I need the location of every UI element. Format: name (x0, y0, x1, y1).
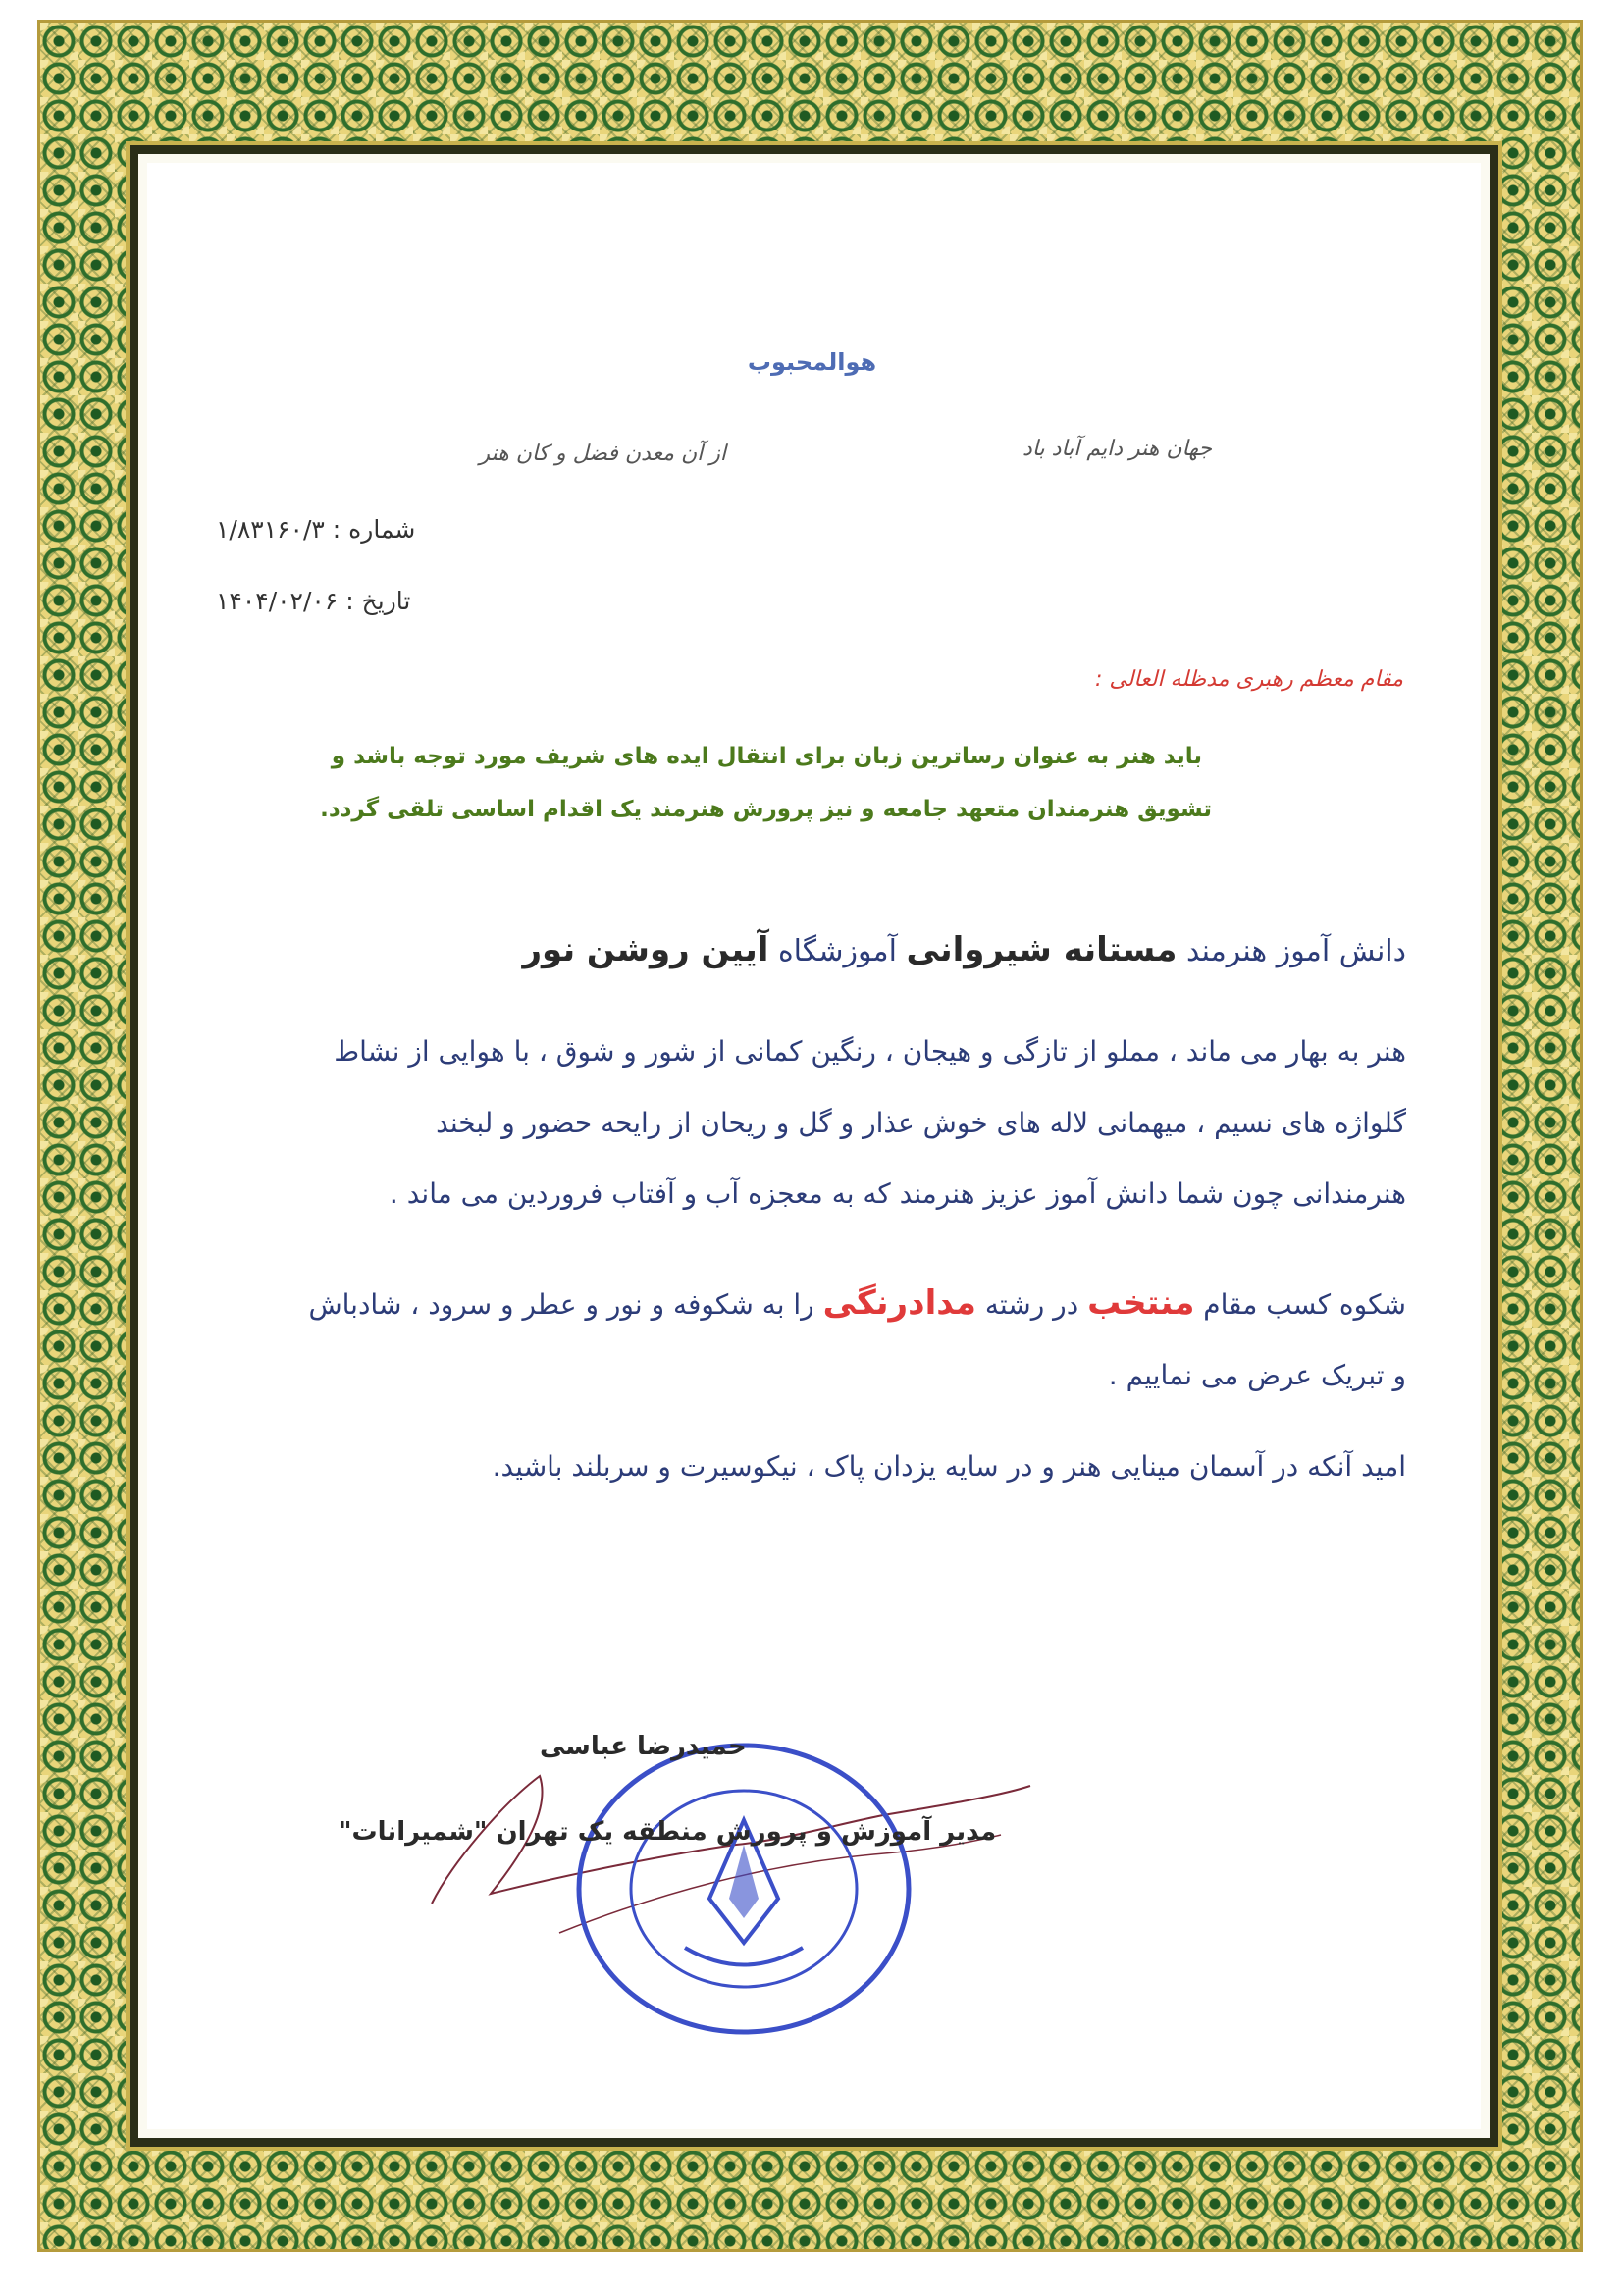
achievement-line-2: و تبریک عرض می نماییم . (1108, 1359, 1406, 1391)
number-label: شماره : (332, 515, 416, 544)
achievement-suffix: را به شکوفه و نور و عطر و سرود ، شادباش (308, 1288, 814, 1321)
poem-right: جهان هنر دایم آباد باد (1022, 437, 1212, 461)
school-prefix: آموزشگاه (777, 934, 897, 968)
achievement-field-prefix: در رشته (984, 1288, 1079, 1321)
school-name: آیین روشن نور (522, 930, 769, 969)
achievement-field: مدادرنگی (822, 1283, 976, 1323)
date-row (216, 587, 410, 615)
date-label: تاریخ : (345, 587, 411, 615)
number-row (216, 515, 415, 544)
number-value: ۱/۸۳۱۶۰/۳ (216, 515, 325, 544)
signatory-name: حمیدرضا عباسی (540, 1732, 747, 1761)
poem-left: از آن معدن فضل و کان هنر (479, 442, 726, 466)
recipient-prefix: دانش آموز هنرمند (1185, 934, 1406, 968)
closing-line: امید آنکه در آسمان مینایی هنر و در سایه یزدان پاک ، نیکوسیرت و سربلند باشید. (492, 1450, 1406, 1483)
recipient-line (522, 930, 1406, 969)
signatory-title: مدیر آموزش و پرورش منطقه یک تهران "شمیرانات" (339, 1817, 997, 1847)
body-line-2: گلواژه های نسیم ، میهمانی لاله های خوش عذار و گل و ریحان از رایحه حضور و لبخند (436, 1107, 1406, 1139)
achievement-rank: منتخب (1087, 1283, 1195, 1323)
quote-line-2: تشویق هنرمندان متعهد جامعه و نیز پرورش هنرمند یک اقدام اساسی تلقی گردد. (320, 797, 1212, 822)
quote-line-1: باید هنر به عنوان رساترین زبان برای انتقال ایده های شریف مورد توجه باشد و (331, 744, 1202, 769)
body-line-3: هنرمندانی چون شما دانش آموز عزیز هنرمند که به معجزه آب و آفتاب فروردین می ماند . (389, 1177, 1406, 1210)
body-line-1: هنر به بهار می ماند ، مملو از تازگی و هیجان ، رنگین کمانی از شور و شوق ، با هوایی از نشاط (334, 1035, 1406, 1068)
invocation-heading: هوالمحبوب (747, 348, 877, 376)
recipient-name: مستانه شیروانی (906, 930, 1178, 969)
date-value: ۱۴۰۴/۰۲/۰۶ (216, 587, 339, 615)
official-stamp (567, 1737, 920, 2041)
achievement-line (308, 1283, 1406, 1323)
quote-attribution: مقام معظم رهبری مدظله العالی : (1094, 667, 1403, 692)
achievement-prefix: شکوه کسب مقام (1203, 1288, 1406, 1321)
